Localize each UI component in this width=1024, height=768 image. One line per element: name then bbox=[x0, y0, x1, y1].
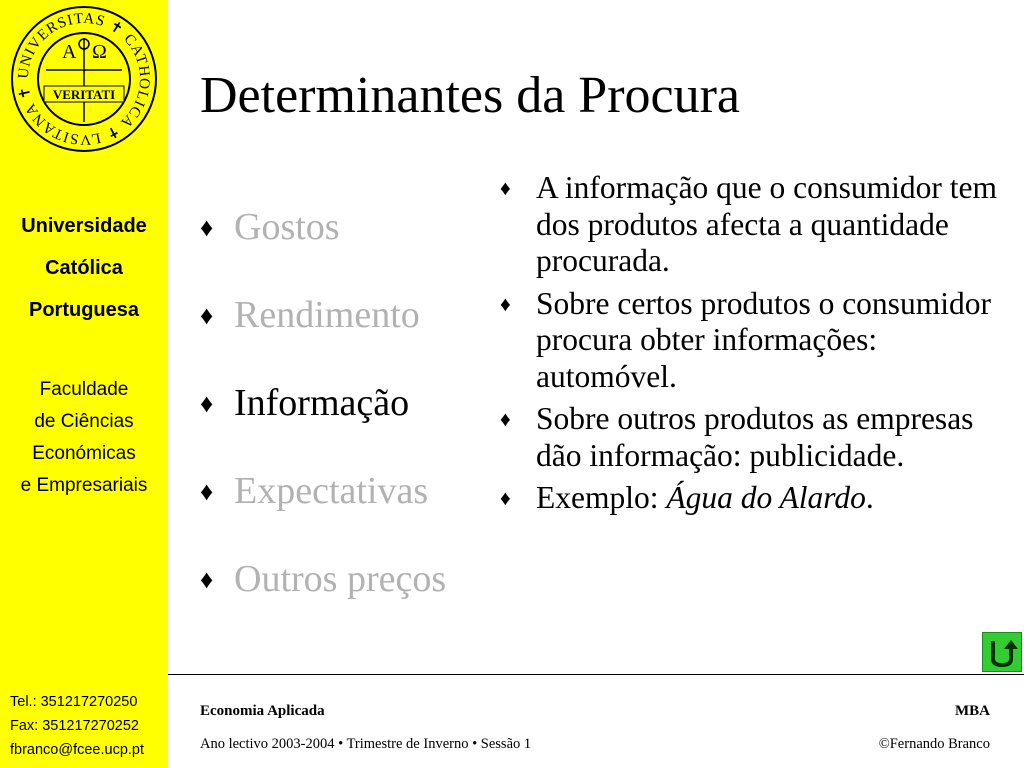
contact-email: fbranco@fcee.ucp.pt bbox=[10, 742, 145, 758]
university-name-line: Católica bbox=[45, 257, 123, 279]
detail-suffix: . bbox=[865, 480, 874, 515]
svg-text:Ω: Ω bbox=[92, 41, 107, 63]
detail-text: A informação que o consumidor tem dos produtos afecta a quantidade procurada. bbox=[536, 170, 998, 278]
detail-item bbox=[498, 170, 998, 280]
footer-author: ©Fernando Branco bbox=[878, 736, 990, 752]
diamond-bullet-icon: ♦ bbox=[500, 176, 511, 200]
detail-example: Água do Alardo bbox=[666, 480, 866, 515]
diamond-bullet-icon: ♦ bbox=[200, 477, 214, 506]
footer-program: MBA bbox=[955, 703, 990, 719]
sidebar bbox=[0, 0, 168, 768]
topic-item bbox=[200, 291, 446, 379]
faculty-name bbox=[0, 374, 168, 502]
diamond-bullet-icon: ♦ bbox=[500, 486, 511, 510]
university-name bbox=[0, 205, 168, 331]
topic-label: Rendimento bbox=[234, 294, 420, 336]
topic-label: Expectativas bbox=[234, 470, 429, 512]
faculty-name-line: e Empresariais bbox=[20, 475, 148, 496]
diamond-bullet-icon: ♦ bbox=[200, 389, 214, 418]
footer-session: Ano lectivo 2003-2004 • Trimestre de Inverno • Sessão 1 bbox=[200, 736, 532, 752]
svg-text:UNIVERSITAS ✝ CATHOLICA ✝ LVSI: UNIVERSITAS ✝ CATHOLICA ✝ LVSITANA ✝ bbox=[15, 10, 153, 148]
faculty-name-line: Faculdade bbox=[39, 379, 129, 400]
detail-item bbox=[498, 286, 998, 396]
svg-text:A: A bbox=[62, 41, 77, 63]
university-name-line: Universidade bbox=[21, 215, 147, 237]
diamond-bullet-icon: ♦ bbox=[200, 565, 214, 594]
topic-item-active bbox=[200, 379, 446, 467]
topic-item bbox=[200, 467, 446, 555]
topic-label: Outros preços bbox=[234, 558, 447, 600]
footer-course: Economia Aplicada bbox=[200, 703, 325, 719]
faculty-name-line: Económicas bbox=[32, 443, 136, 464]
diamond-bullet-icon: ♦ bbox=[200, 213, 214, 242]
detail-list bbox=[498, 170, 998, 523]
detail-prefix: Exemplo: bbox=[536, 480, 667, 515]
detail-text: Sobre outros produtos as empresas dão informação: publicidade. bbox=[536, 401, 974, 473]
diamond-bullet-icon: ♦ bbox=[200, 301, 214, 330]
svg-text:VERITATI: VERITATI bbox=[52, 87, 116, 102]
contact-info bbox=[10, 690, 144, 762]
detail-item bbox=[498, 401, 998, 474]
faculty-name-line: de Ciências bbox=[34, 411, 134, 432]
contact-fax: Fax: 351217270252 bbox=[10, 718, 139, 734]
slide-title: Determinantes da Procura bbox=[200, 67, 741, 124]
detail-text: Sobre certos produtos o consumidor procura obter informações: automóvel. bbox=[536, 285, 991, 394]
detail-item bbox=[498, 480, 998, 517]
university-seal-logo bbox=[0, 0, 168, 158]
university-name-line: Portuguesa bbox=[28, 299, 140, 321]
topic-item bbox=[200, 555, 446, 643]
contact-tel: Tel.: 351217270250 bbox=[10, 694, 138, 710]
topic-item bbox=[200, 203, 446, 291]
return-button[interactable] bbox=[982, 632, 1022, 672]
topic-label: Gostos bbox=[234, 206, 340, 248]
return-arrow-icon bbox=[983, 633, 1021, 671]
topic-list bbox=[200, 203, 446, 643]
topic-label: Informação bbox=[234, 382, 410, 424]
diamond-bullet-icon: ♦ bbox=[500, 407, 511, 431]
diamond-bullet-icon: ♦ bbox=[500, 291, 511, 316]
footer-divider bbox=[168, 674, 1024, 675]
